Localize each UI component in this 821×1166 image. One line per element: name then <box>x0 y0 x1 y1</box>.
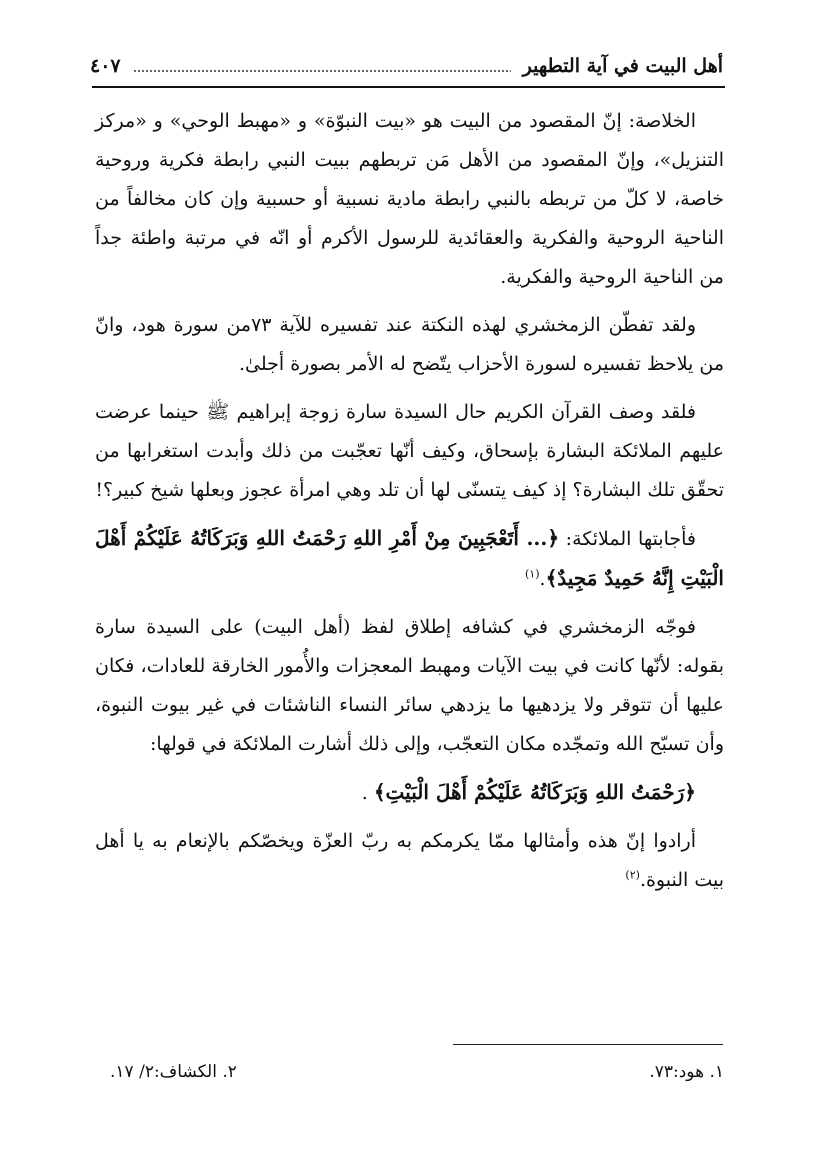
footnote-separator <box>453 1044 723 1045</box>
paragraph-trailing-text: . <box>539 568 546 590</box>
header-dotted-leader <box>133 70 511 72</box>
quran-verse: ﴿... أَتَعْجَبِينَ مِنْ أَمْرِ اللهِ رَحْمَتُ اللهِ وَبَرَكَاتُهُ عَلَيْكُمْ أَهْلَ الْبَيْتِ إِنَّهُ حَمِيدٌ مَجِيدٌ﴾ <box>95 526 724 590</box>
footnote-item: ١. هود:٧٣. <box>649 1062 724 1082</box>
paragraph-angels-reply <box>95 519 724 599</box>
footnote-reference: (٢) <box>625 868 640 882</box>
paragraph-lead-text: أرادوا إنّ هذه وأمثالها ممّا يكرمكم به ربّ العزّة ويخصّكم بالإنعام به يا أهل بيت النبوة. <box>95 830 724 891</box>
footnotes <box>110 1062 724 1092</box>
main-text <box>95 102 724 909</box>
quran-verse: ﴿رَحْمَتُ اللهِ وَبَرَكَاتُهُ عَلَيْكُمْ أَهْلَ الْبَيْتِ﴾ <box>373 780 696 804</box>
paragraph-kashshaf-explanation: فوجّه الزمخشري في كشافه إطلاق لفظ (أهل البيت) على السيدة سارة بقوله: لأنّها كانت في بيت الآيات ومهبط المعجزات والأُمور الخارقة للعادات، فكان عليها أن تتوقر ولا يزدهيها ما يزدهي سائر النساء الناشئات في غير بيوت النبوة، وأن تسبّح الله وتمجّده مكان التعجّب، وإلى ذلك أشارت الملائكة في قولها: <box>95 616 724 755</box>
paragraph-verse-quote <box>95 773 724 813</box>
footnote-reference: (١) <box>525 567 540 581</box>
paragraph-lead-text: فأجابتها الملائكة: <box>559 528 697 550</box>
paragraph-summary: الخلاصة: إنّ المقصود من البيت هو «بيت النبوّة» و «مهبط الوحي» و «مركز التنزيل»، وإنّ المقصود من الأهل مَن تربطهم ببيت النبي رابطة فكرية وروحية خاصة، لا كلّ من تربطه بالنبي رابطة مادية نسبية أو حسبية وإن كان مخالفاً من الناحية الروحية والفكرية والعقائدية للرسول الأكرم أو انّه في مرتبة واطئة جداً من الناحية الروحية والفكرية. <box>95 110 724 288</box>
header-rule <box>92 86 725 88</box>
paragraph-conclusion <box>95 822 724 900</box>
page-number: ٤٠٧ <box>90 55 121 77</box>
paragraph-trailing-text: . <box>361 782 374 804</box>
page-header <box>90 50 723 82</box>
footnote-item: ٢. الكشاف:٢/ ١٧. <box>110 1062 237 1082</box>
paragraph-sarah-story: فلقد وصف القرآن الكريم حال السيدة سارة زوجة إبراهيم ﷺ حينما عرضت عليهم الملائكة البشارة بإسحاق، وكيف أنّها تعجّبت من ذلك وأبدت استغرابها من تحقّق تلك البشارة؟ إذ كيف يتسنّى لها أن تلد وهي امرأة عجوز وبعلها شيخ كبير؟! <box>95 401 724 501</box>
paragraph-zamakhshari-note: ولقد تفطّن الزمخشري لهذه النكتة عند تفسيره للآية ٧٣من سورة هود، وانّ من يلاحظ تفسيره لسورة الأحزاب يتّضح له الأمر بصورة أجلىٰ. <box>95 314 724 375</box>
running-title: أهل البيت في آية التطهير <box>522 55 723 77</box>
